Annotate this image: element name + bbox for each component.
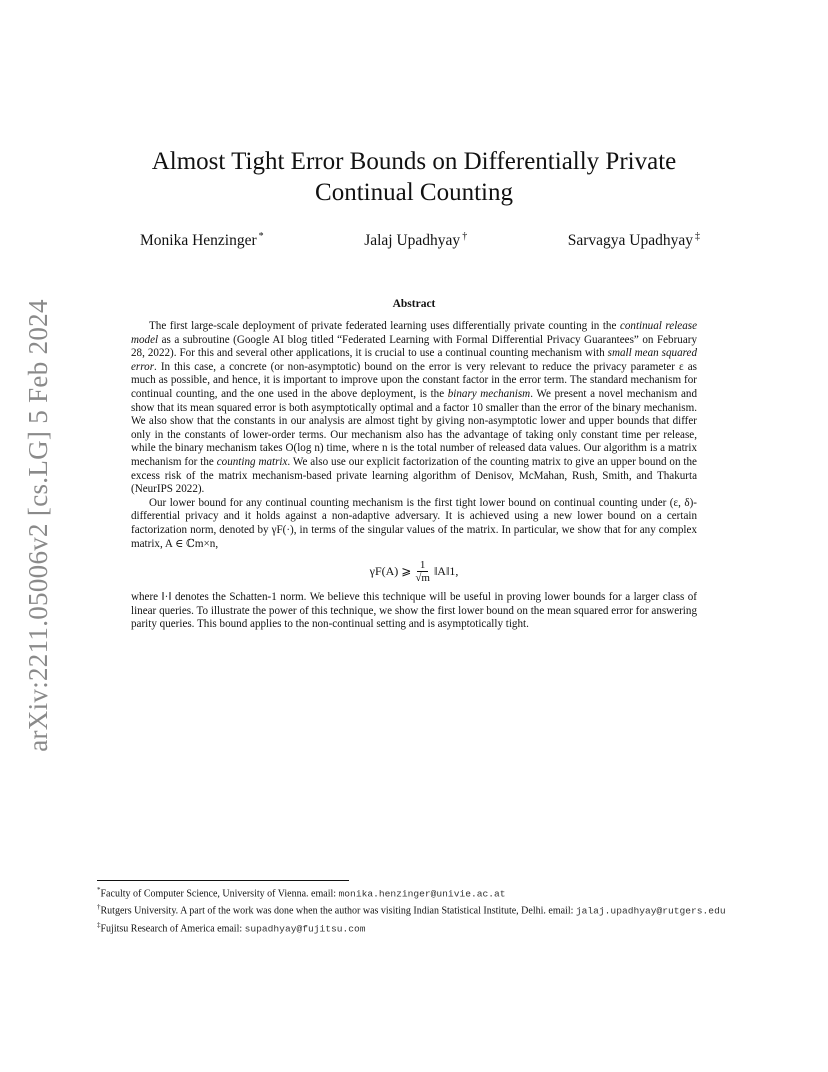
fraction-denominator: √m <box>415 572 430 585</box>
author: Jalaj Upadhyay † <box>364 231 468 249</box>
footnote: ‡Fujitsu Research of America email: supadhyay@fujitsu.com <box>97 920 366 934</box>
author: Monika Henzinger * <box>140 231 264 249</box>
footnote: *Faculty of Computer Science, University of Vienna. email: monika.henzinger@univie.ac.at <box>97 886 506 900</box>
footnote-divider <box>97 880 349 881</box>
abstract-body <box>131 320 697 632</box>
footnote-mark: ‡ <box>694 231 700 242</box>
arxiv-identifier-stamp <box>6 295 70 755</box>
email-link[interactable]: monika.henzinger@univie.ac.at <box>338 888 506 900</box>
author: Sarvagya Upadhyay ‡ <box>567 231 700 249</box>
email-link[interactable]: jalaj.upadhyay@rutgers.edu <box>575 905 726 917</box>
email-link[interactable]: supadhyay@fujitsu.com <box>244 922 366 934</box>
footnotes <box>97 884 733 936</box>
author-list <box>140 231 700 250</box>
abstract-paragraph-3: where ‖·‖ denotes the Schatten-1 norm. We believe this technique will be useful in proving lower bounds for a larger class of linear queries. To illustrate the power of this technique, we show the first lower bound on the mean squared error for answering parity queries. This bound applies to the non-continual setting and is asymptotically tight. <box>131 591 697 631</box>
arxiv-identifier-text: arXiv:2211.05006v2 [cs.LG] 5 Feb 2024 <box>22 298 53 752</box>
footnote-mark: † <box>462 231 468 242</box>
paper-title: Almost Tight Error Bounds on Differentially Private Continual Counting <box>151 148 677 206</box>
abstract-heading: Abstract <box>392 298 436 310</box>
footnote-mark: * <box>258 231 264 242</box>
display-equation <box>131 559 697 584</box>
equation-rhs: ‖A‖1, <box>433 563 459 578</box>
footnote: †Rutgers University. A part of the work was done when the author was visiting Indian Statistical Institute, Delhi. email: jalaj.upadhyay@rutgers.edu <box>97 903 726 917</box>
abstract-paragraph-1: The first large-scale deployment of private federated learning uses differentially private counting in the continual release model as a subroutine (Google AI blog titled “Federated Learning with Formal Differential Privacy Guarantees” on February 28, 2022). For this and several other applications, it is crucial to use a continual counting mechanism with small mean squared error. In this case, a concrete (or non-asymptotic) bound on the error is very relevant to reduce the privacy parameter ε as much as possible, and hence, it is important to improve upon the constant factor in the error term. The standard mechanism for continual counting, and the one used in the above deployment, is the binary mechanism. We present a novel mechanism and show that its mean squared error is both asymptotically optimal and a factor 10 smaller than the error of the binary mechanism. We also show that the constants in our analysis are almost tight by giving non-asymptotic lower and upper bounds that differ only in the constants of lower-order terms. Our mechanism also has the advantage of taking only constant time per release, while the binary mechanism takes O(log n) time, where n is the total number of released data values. Our algorithm is a matrix mechanism for the counting matrix. We also use our explicit factorization of the counting matrix to give an upper bound on the excess risk of the matrix mechanism-based private learning algorithm of Denisov, McMahan, Rush, Smith, and Thakurta (NeurIPS 2022). <box>131 320 698 496</box>
equation-lhs: γF(A) ⩾ <box>369 563 412 578</box>
fraction-numerator: 1 <box>417 559 429 572</box>
equation-fraction <box>415 559 430 584</box>
abstract-paragraph-2: Our lower bound for any continual counting mechanism is the first tight lower bound on continual counting under (ε, δ)-differential privacy and it holds against a non-adaptive adversary. It is achieved using a new lower bound on a certain factorization norm, denoted by γF(·), in terms of the singular values of the matrix. In particular, we show that for any complex matrix, A ∈ ℂm×n, <box>131 496 697 550</box>
